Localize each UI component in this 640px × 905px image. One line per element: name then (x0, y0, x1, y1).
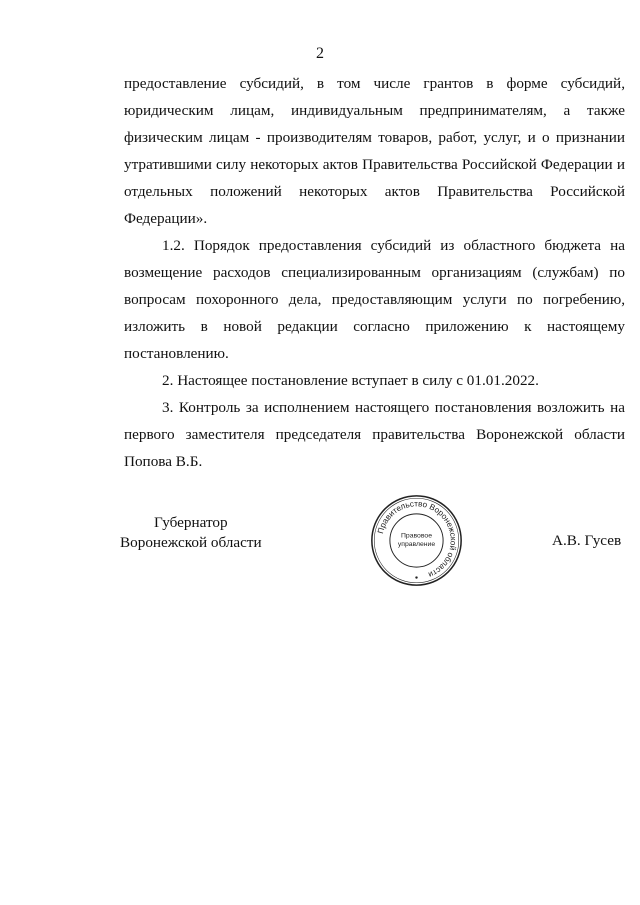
body-line: постановлению. (124, 345, 229, 362)
signatory-position-line1: Губернатор (154, 514, 228, 531)
page-number: 2 (316, 45, 324, 62)
body-line: 3. Контроль за исполнением настоящего постановления возложить на (162, 399, 625, 416)
body-line: юридическим лицам, индивидуальным предпринимателям, а также (124, 102, 625, 119)
stamp-inner-line1: Правовое (401, 532, 432, 540)
document-body (124, 70, 625, 475)
stamp-dot-icon (415, 576, 417, 578)
body-line: физическим лицам - производителям товаров, работ, услуг, и о признании (124, 129, 625, 146)
body-line: первого заместителя председателя правительства Воронежской области (124, 426, 625, 443)
body-line: отдельных положений некоторых актов Правительства Российской (124, 183, 625, 200)
signatory-name: А.В. Гусев (552, 532, 622, 549)
body-line: 1.2. Порядок предоставления субсидий из областного бюджета на (162, 237, 625, 254)
body-line: предоставление субсидий, в том числе грантов в форме субсидий, (124, 75, 625, 92)
stamp-inner-line2: управление (397, 541, 436, 549)
body-line: Попова В.Б. (124, 453, 203, 470)
body-line: 2. Настоящее постановление вступает в силу с 01.01.2022. (162, 372, 539, 389)
body-line: Федерации». (124, 210, 208, 227)
signatory-position (120, 513, 262, 553)
body-line: изложить в новой редакции согласно приложению к настоящему (124, 318, 625, 335)
body-line: вопросам похоронного дела, предоставляющим услуги по погребению, (124, 291, 625, 308)
body-line: утратившими силу некоторых актов Правительства Российской Федерации и (124, 156, 625, 173)
body-line: возмещение расходов специализированным организациям (службам) по (124, 264, 625, 281)
official-stamp (369, 493, 464, 588)
signatory-position-line2: Воронежской области (120, 534, 262, 551)
stamp-ring-text: Правительство Воронежской области (376, 499, 458, 580)
